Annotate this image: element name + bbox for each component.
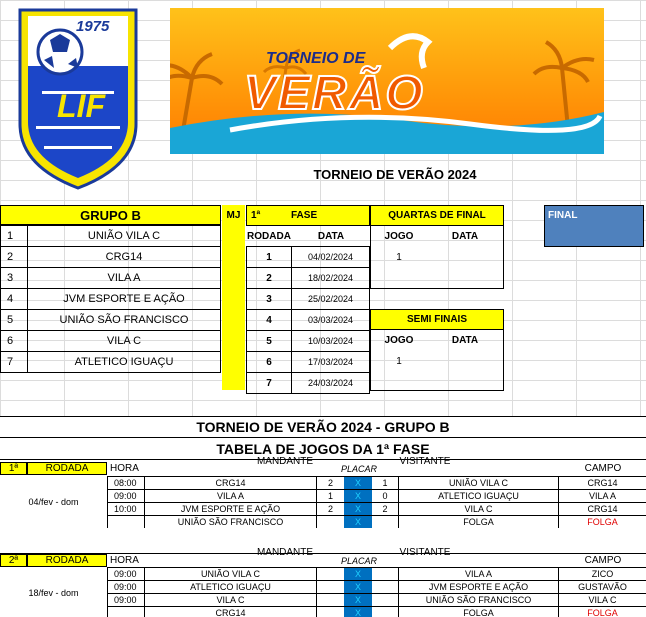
visitante-header: VISITANTE — [399, 546, 451, 558]
game-row — [108, 515, 646, 528]
game-home: ATLETICO IGUAÇU — [144, 581, 316, 593]
table-row — [247, 289, 369, 310]
game-home: CRG14 — [144, 477, 316, 489]
game-row — [108, 489, 646, 502]
schedule-subtitle: TABELA DE JOGOS DA 1ª FASE — [0, 438, 646, 460]
game-hora: 09:00 — [114, 582, 137, 592]
quartas-table — [370, 205, 504, 289]
phase-col-data: DATA — [317, 230, 345, 242]
table-row — [247, 310, 369, 331]
table-row — [247, 268, 369, 289]
team-name: VILA A — [107, 272, 141, 284]
game-campo: VILA A — [558, 490, 646, 502]
round-number: 6 — [247, 352, 292, 372]
game-home: JVM ESPORTE E AÇÃO — [144, 503, 316, 515]
game-campo: CRG14 — [558, 477, 646, 489]
game-away-score — [372, 516, 398, 528]
round-games — [108, 476, 646, 528]
quartas-jogo: 1 — [396, 252, 402, 263]
team-number: 1 — [1, 226, 28, 246]
game-away-score — [372, 594, 398, 606]
league-logo — [14, 6, 142, 192]
phase-number: 1ª — [251, 210, 261, 221]
round-number-badge: 1ª — [0, 462, 27, 475]
banner-line1: TORNEIO DE — [266, 50, 366, 67]
game-x-mark: X — [344, 490, 372, 502]
team-name: JVM ESPORTE E AÇÃO — [63, 293, 185, 305]
game-away: VILA C — [398, 503, 558, 515]
table-row — [247, 373, 369, 394]
game-hora: 09:00 — [114, 569, 137, 579]
schedule-table — [0, 416, 646, 617]
game-row — [108, 567, 646, 580]
round-number: 3 — [247, 289, 292, 309]
table-row — [1, 226, 220, 247]
team-number: 7 — [1, 352, 28, 372]
game-x-mark: X — [344, 568, 372, 580]
game-x-mark: X — [344, 594, 372, 606]
game-away: UNIÃO VILA C — [398, 477, 558, 489]
semi-table — [370, 309, 504, 391]
game-away: VILA A — [398, 568, 558, 580]
quartas-title: QUARTAS DE FINAL — [371, 205, 503, 226]
game-hora — [108, 607, 144, 617]
team-number: 2 — [1, 247, 28, 267]
table-row — [1, 247, 220, 268]
game-campo: VILA C — [558, 594, 646, 606]
game-hora — [108, 516, 144, 528]
game-campo: GUSTAVÃO — [558, 581, 646, 593]
final-title: FINAL — [548, 210, 578, 221]
round-number: 7 — [247, 373, 292, 393]
game-home-score — [316, 581, 344, 593]
round-date: 04/02/2024 — [307, 252, 354, 262]
game-hora: 08:00 — [114, 478, 137, 488]
game-home-score: 2 — [316, 503, 344, 515]
game-home: VILA C — [144, 594, 316, 606]
rodada-label: RODADA — [27, 554, 107, 567]
team-number: 5 — [1, 310, 28, 330]
game-home: UNIÃO SÃO FRANCISCO — [144, 516, 316, 528]
semi-col-data: DATA — [451, 335, 479, 346]
game-home-score — [316, 516, 344, 528]
game-hora: 09:00 — [114, 491, 137, 501]
phase-label: FASE — [291, 210, 318, 221]
event-banner — [170, 8, 604, 154]
game-away: FOLGA — [398, 607, 558, 617]
hora-header: HORA — [110, 555, 139, 566]
campo-header: CAMPO — [584, 463, 622, 474]
team-name: VILA C — [106, 335, 142, 347]
banner-line2: VERÃO — [244, 67, 425, 120]
game-away: UNIÃO SÃO FRANCISCO — [398, 594, 558, 606]
game-away-score — [372, 568, 398, 580]
round-number: 5 — [247, 331, 292, 351]
game-campo: ZICO — [558, 568, 646, 580]
semi-col-jogo: JOGO — [384, 335, 414, 346]
visitante-header: VISITANTE — [399, 455, 451, 467]
group-table — [0, 226, 221, 373]
team-number: 6 — [1, 331, 28, 351]
game-home-score: 1 — [316, 490, 344, 502]
game-away: JVM ESPORTE E AÇÃO — [398, 581, 558, 593]
team-name: UNIÃO VILA C — [87, 230, 161, 242]
game-row — [108, 593, 646, 606]
game-row — [108, 502, 646, 515]
round-date: 24/03/2024 — [307, 378, 354, 388]
table-row — [1, 352, 220, 373]
table-row — [1, 289, 220, 310]
schedule-title: TORNEIO DE VERÃO 2024 - GRUPO B — [0, 417, 646, 438]
game-hora: 09:00 — [114, 595, 137, 605]
game-x-mark: X — [344, 581, 372, 593]
team-name: ATLETICO IGUAÇU — [74, 356, 174, 368]
phase-table — [246, 226, 370, 394]
logo-text: LIF — [57, 88, 105, 124]
game-row — [108, 476, 646, 489]
game-row — [108, 580, 646, 593]
table-row — [1, 331, 220, 352]
mandante-header: MANDANTE — [256, 546, 314, 558]
game-x-mark: X — [344, 503, 372, 515]
game-away-score: 0 — [382, 491, 388, 501]
round-date: 18/02/2024 — [307, 273, 354, 283]
round-date: 17/03/2024 — [307, 357, 354, 367]
phase-col-rodada: RODADA — [247, 230, 291, 242]
game-row — [108, 606, 646, 617]
game-away-score — [372, 607, 398, 617]
round-number: 4 — [247, 310, 292, 330]
quartas-col-jogo: JOGO — [384, 231, 414, 242]
game-hora: 10:00 — [114, 504, 137, 514]
semi-title: SEMI FINAIS — [371, 310, 503, 330]
game-x-mark: X — [344, 607, 372, 617]
game-away: ATLETICO IGUAÇU — [398, 490, 558, 502]
game-campo: FOLGA — [558, 516, 646, 528]
group-header: GRUPO B — [0, 205, 221, 226]
quartas-col-data: DATA — [451, 231, 479, 242]
game-home-score: 2 — [316, 477, 344, 489]
round-number: 2 — [247, 268, 292, 288]
semi-jogo: 1 — [396, 356, 402, 367]
game-away-score: 2 — [382, 504, 388, 514]
round-number: 1 — [247, 247, 292, 267]
mj-column — [222, 205, 245, 390]
round-number-badge: 2ª — [0, 554, 27, 567]
round-date: 25/02/2024 — [307, 294, 354, 304]
table-row — [1, 268, 220, 289]
game-home-score — [316, 594, 344, 606]
mj-label: MJ — [226, 209, 241, 221]
game-x-mark: X — [344, 516, 372, 528]
final-box — [544, 205, 644, 247]
game-campo: CRG14 — [558, 503, 646, 515]
page-title: TORNEIO DE VERÃO 2024 — [313, 166, 477, 182]
game-away: FOLGA — [398, 516, 558, 528]
placar-header: PLACAR — [340, 555, 377, 566]
phase-header — [246, 205, 370, 226]
table-row — [247, 331, 369, 352]
rodada-label: RODADA — [27, 462, 107, 475]
game-away-score: 1 — [382, 478, 388, 488]
team-number: 4 — [1, 289, 28, 309]
team-name: CRG14 — [105, 251, 143, 263]
mandante-header: MANDANTE — [256, 455, 314, 467]
table-row — [247, 352, 369, 373]
game-away-score — [372, 581, 398, 593]
table-row — [247, 247, 369, 268]
round-date: 18/fev - dom — [0, 567, 108, 617]
hora-header: HORA — [110, 463, 139, 474]
game-x-mark: X — [344, 477, 372, 489]
table-row — [1, 310, 220, 331]
placar-header: PLACAR — [340, 463, 377, 474]
campo-header: CAMPO — [584, 555, 622, 566]
game-home: CRG14 — [144, 607, 316, 617]
game-campo: FOLGA — [558, 607, 646, 617]
game-home: VILA A — [144, 490, 316, 502]
logo-year: 1975 — [76, 18, 110, 35]
round-games — [108, 567, 646, 617]
game-home-score — [316, 607, 344, 617]
team-number: 3 — [1, 268, 28, 288]
round-date: 03/03/2024 — [307, 315, 354, 325]
game-home-score — [316, 568, 344, 580]
round-date: 10/03/2024 — [307, 336, 354, 346]
game-home: UNIÃO VILA C — [144, 568, 316, 580]
round-date: 04/fev - dom — [0, 476, 108, 528]
team-name: UNIÃO SÃO FRANCISCO — [59, 314, 189, 326]
